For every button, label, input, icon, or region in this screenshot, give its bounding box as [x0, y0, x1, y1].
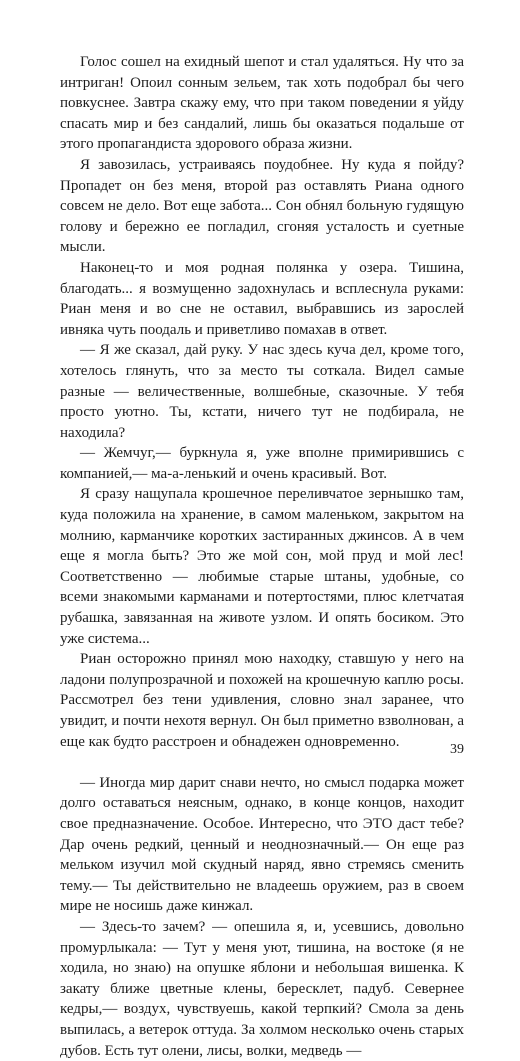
paragraph: Риан осторожно принял мою находку, ставшую у него на ладони полупрозрачной и похожей на крошечную каплю росы. Рассмотрел без тени удивления, словно знал заранее, что увидит, и почти нехотя вернул. Он был приметно взволнован, а еще как будто расстроен и обнадежен одновременно.: [60, 651, 464, 750]
paragraph: — Здесь-то зачем? — опешила я, и, усевшись, довольно промурлыкала: — Тут у меня уют, тишина, на востоке (я не ходила, но знаю) на опушке яблони и небольшая вишенка. К закату ближе цветные клены, бересклет, падуб. Севернее кедры,— воздух, чувствуешь, какой терпкий? Смола за день выпилась, а ветерок оттуда. За холмом несколько очень старых дубов. Есть тут олени, лисы, волки, медведь —: [60, 918, 464, 1059]
paragraph: — Я же сказал, дай руку. У нас здесь куча дел, кроме того, хотелось глянуть, что за место ты соткала. Видел самые разные — величественные, волшебные, сказочные. У тебя просто уютно. Ты, кстати, ничего тут не подбирала, не находила?: [60, 342, 464, 441]
paragraph: Голос сошел на ехидный шепот и стал удаляться. Ну что за интриган! Опоил сонным зельем, так хоть подобрал бы чего повкуснее. Завтра скажу ему, что при таком поведении я уйду спасать мир и без сандалий, лишь бы оказаться подальше от этого пропагандиста здорового образа жизни.: [60, 54, 464, 153]
section-break: [60, 752, 464, 773]
paragraph: Я завозилась, устраиваясь поудобнее. Ну куда я пойду? Пропадет он без меня, второй раз оставлять Риана одного совсем не дело. Вот еще забота... Сон обнял больную гудящую голову и бережно ее погладил, сгоняя усталость и суетные мысли.: [60, 156, 464, 256]
paragraph: Я сразу нащупала крошечное переливчатое зернышко там, куда положила на хранение, в самом маленьком, закрытом на молнию, карманчике коротких застиранных джинсов. А в чем еще я могла быть? Это же мой сон, мой пруд и мой лес! Соответственно — любимые старые штаны, удобные, со всеми знакомыми карманами и потертостями, плюс клетчатая рубашка, завязанная на животе узлом. И опять босиком. Это уже система...: [60, 486, 464, 647]
paragraph: — Жемчуг,— буркнула я, уже вполне примирившись с компанией,— ма-а-ленький и очень красивый. Вот.: [60, 445, 464, 482]
paragraph: — Иногда мир дарит снави нечто, но смысл подарка может долго оставаться неясным, однако, в конце концов, находит свое предназначение. Особое. Интересно, что ЭТО даст тебе? Дар очень редкий, ценный и неоднозначный.— Он еще раз мельком изучил мой скудный наряд, явно стремясь сменить тему.— Ты действительно не владеешь оружием, раз в своем мире не носишь даже кинжал.: [60, 774, 464, 915]
book-page-body: [60, 52, 464, 1061]
paragraph: Наконец-то и моя родная полянка у озера. Тишина, благодать... я возмущенно задохнулась и всплеснула руками: Риан меня и во сне не оставил, выбравшись из зарослей ивняка чуть поодаль и приветливо помахав в ответ.: [60, 259, 464, 338]
page-number: 39: [450, 742, 464, 757]
